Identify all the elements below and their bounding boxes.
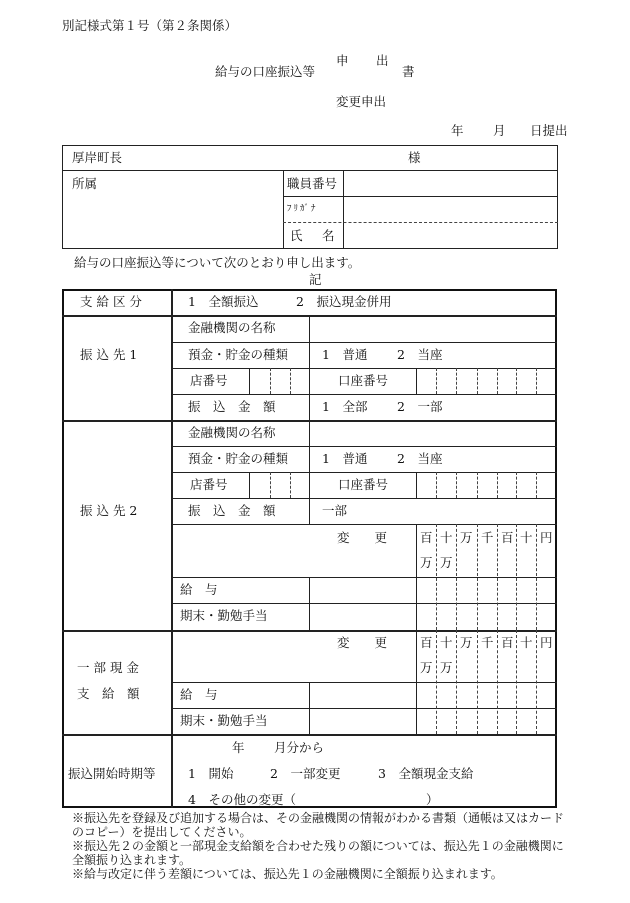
addressee-name: 厚岸町長 <box>72 150 123 165</box>
start-option-all-cash[interactable]: 3 全額現金支給 <box>378 766 474 781</box>
payment-option-mixed[interactable]: 2 振込現金併用 <box>296 294 392 309</box>
start-month-from: 月分から <box>274 740 325 755</box>
title-de: 出 <box>376 53 389 68</box>
dest2-amount-partial: 一部 <box>322 503 348 518</box>
unit-juu: 十 <box>440 635 453 650</box>
unit-hyaku: 百 <box>420 530 433 545</box>
affiliation-label: 所属 <box>72 176 98 191</box>
unit-juu: 十 <box>520 530 533 545</box>
start-timing-label: 振込開始時期等 <box>68 766 156 781</box>
note-2: ※振込先２の金額と一部現金支給額を合わせた残りの額については、振込先１の金融機関に全額振り込まれます。 <box>72 839 564 867</box>
start-option-other-close: ） <box>426 792 439 807</box>
submit-month: 月 <box>493 123 506 138</box>
start-option-other[interactable]: 4 その他の変更（ <box>188 792 296 807</box>
unit-sen: 千 <box>481 635 494 650</box>
dest1-amount-label: 振 込 金 額 <box>188 399 276 414</box>
unit-juu: 十 <box>520 635 533 650</box>
name-label-1: 氏 <box>290 228 303 243</box>
dest2-branch-label: 店番号 <box>190 477 228 492</box>
dest1-bank-name-label: 金融機関の名称 <box>188 320 276 335</box>
cash-change-label: 変 更 <box>337 635 388 650</box>
dest1-branch-label: 店番号 <box>190 373 228 388</box>
unit-hyaku: 百 <box>501 635 514 650</box>
dest2-deposit-ordinary[interactable]: 1 普通 <box>322 451 368 466</box>
dest1-deposit-checking[interactable]: 2 当座 <box>397 347 443 362</box>
form-number: 別記様式第１号（第２条関係） <box>62 18 238 33</box>
dest2-deposit-checking[interactable]: 2 当座 <box>397 451 443 466</box>
dest1-deposit-type-label: 預金・貯金の種類 <box>188 347 289 362</box>
unit-en: 円 <box>540 635 553 650</box>
staff-number-label: 職員番号 <box>287 176 338 191</box>
unit-man: 万 <box>420 555 433 570</box>
dest1-amount-partial[interactable]: 2 一部 <box>397 399 443 414</box>
unit-man: 万 <box>460 530 473 545</box>
unit-man: 万 <box>440 555 453 570</box>
ki-label: 記 <box>309 272 322 287</box>
intro-text: 給与の口座振込等について次のとおり申し出ます。 <box>74 255 361 270</box>
unit-en: 円 <box>540 530 553 545</box>
furigana-label: ﾌﾘｶﾞﾅ <box>287 204 318 214</box>
applicant-box <box>62 145 558 249</box>
dest2-change-label: 変 更 <box>337 530 388 545</box>
cash-bonus-label: 期末・勤勉手当 <box>180 713 268 728</box>
form-subtitle: 変更申出 <box>336 94 387 109</box>
unit-hyaku: 百 <box>501 530 514 545</box>
title-moushi: 申 <box>336 53 349 68</box>
name-label-2: 名 <box>322 228 335 243</box>
addressee-honorific: 様 <box>408 150 421 165</box>
cash-label-1: 一 部 現 金 <box>77 660 139 675</box>
payment-option-full[interactable]: 1 全額振込 <box>188 294 259 309</box>
title-sho: 書 <box>402 64 415 79</box>
cash-salary-label: 給 与 <box>180 687 218 702</box>
submit-day: 日提出 <box>530 123 568 138</box>
unit-man: 万 <box>420 660 433 675</box>
dest1-amount-all[interactable]: 1 全部 <box>322 399 368 414</box>
dest2-deposit-type-label: 預金・貯金の種類 <box>188 451 289 466</box>
unit-man: 万 <box>460 635 473 650</box>
unit-hyaku: 百 <box>420 635 433 650</box>
payment-type-label: 支 給 区 分 <box>80 294 142 309</box>
unit-man: 万 <box>440 660 453 675</box>
dest2-label: 振 込 先 2 <box>80 503 138 518</box>
note-1: ※振込先を登録及び追加する場合は、その金融機関の情報がわかる書類（通帳は又はカードのコピー）を提出してください。 <box>72 811 565 839</box>
start-option-begin[interactable]: 1 開始 <box>188 766 234 781</box>
dest1-deposit-ordinary[interactable]: 1 普通 <box>322 347 368 362</box>
start-option-partial-change[interactable]: 2 一部変更 <box>270 766 341 781</box>
dest1-account-label: 口座番号 <box>338 373 389 388</box>
dest2-bonus-label: 期末・勤勉手当 <box>180 608 268 623</box>
dest2-salary-label: 給 与 <box>180 582 218 597</box>
cash-label-2: 支 給 額 <box>77 686 140 701</box>
start-year: 年 <box>232 740 245 755</box>
unit-sen: 千 <box>481 530 494 545</box>
dest1-label: 振 込 先 1 <box>80 347 138 362</box>
submit-year: 年 <box>451 123 464 138</box>
unit-juu: 十 <box>440 530 453 545</box>
dest2-bank-name-label: 金融機関の名称 <box>188 425 276 440</box>
note-3: ※給与改定に伴う差額については、振込先１の金融機関に全額振り込まれます。 <box>72 867 503 881</box>
dest2-account-label: 口座番号 <box>338 477 389 492</box>
dest2-amount-label: 振 込 金 額 <box>188 503 276 518</box>
form-title: 給与の口座振込等 <box>215 64 316 79</box>
